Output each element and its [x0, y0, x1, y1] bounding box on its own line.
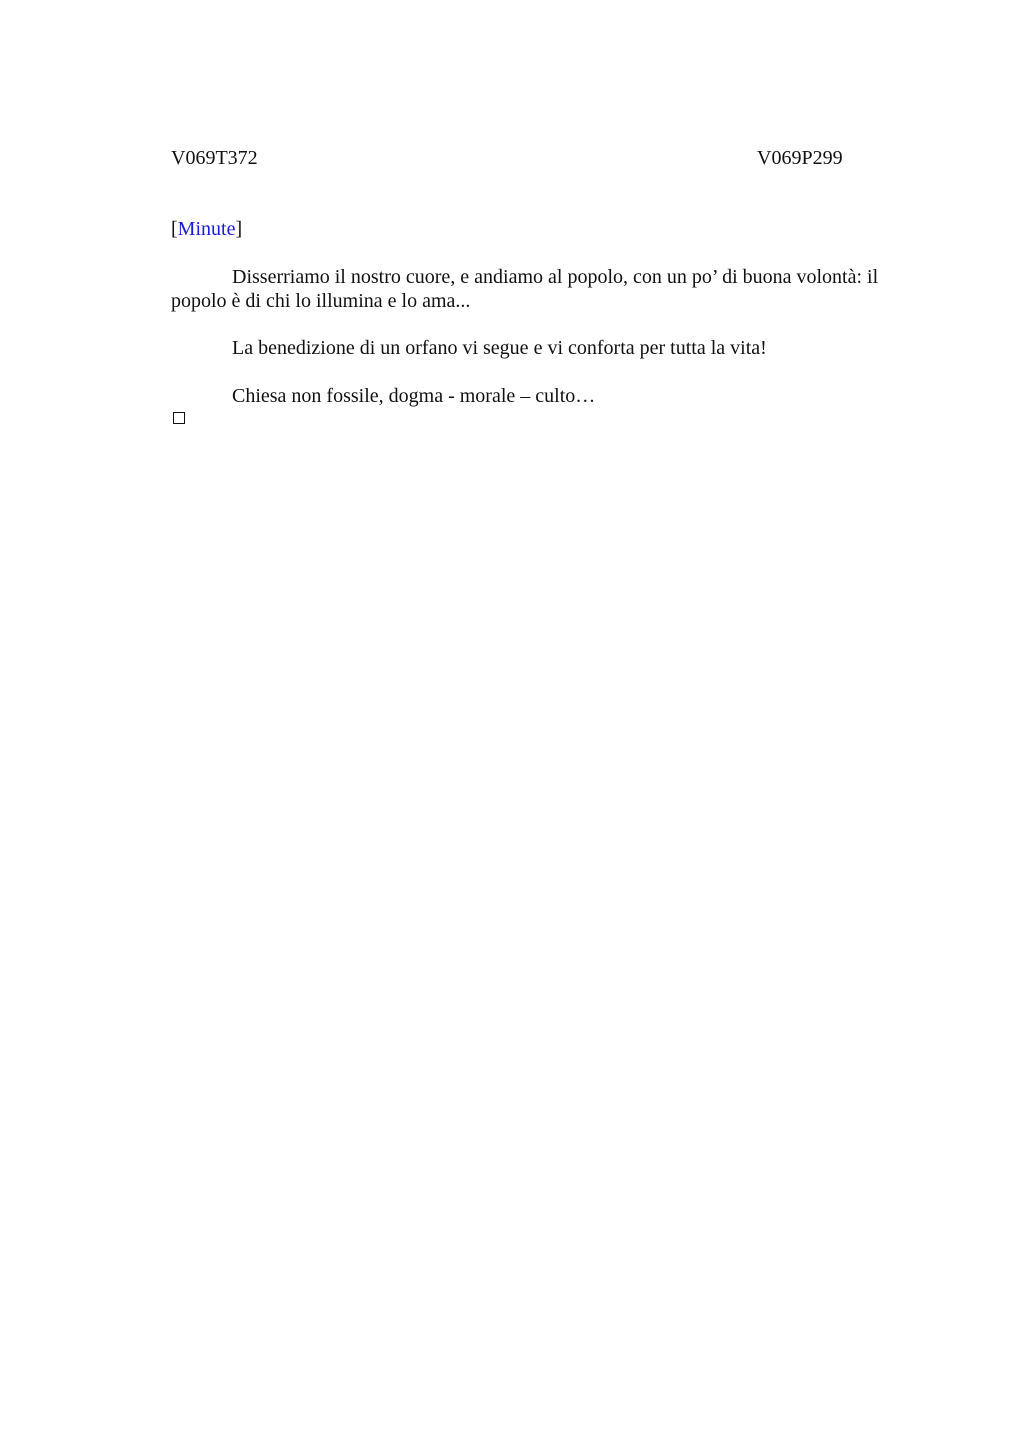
document-code-right: V069P299 [757, 147, 843, 169]
minute-link[interactable]: Minute [177, 218, 236, 240]
section-label [171, 217, 242, 241]
close-bracket: ] [235, 218, 243, 240]
paragraph-1: Disserriamo il nostro cuore, e andiamo al popolo, con un po’ di buona volontà: il popolo è di chi lo illumina e lo ama... [171, 266, 879, 312]
paragraph-3: Chiesa non fossile, dogma - morale – culto… [232, 385, 596, 407]
open-bracket: [ [171, 218, 178, 240]
document-code-left: V069T372 [171, 147, 258, 169]
paragraph-2: La benedizione di un orfano vi segue e vi conforta per tutta la vita! [232, 337, 767, 359]
empty-square-icon [173, 412, 185, 424]
